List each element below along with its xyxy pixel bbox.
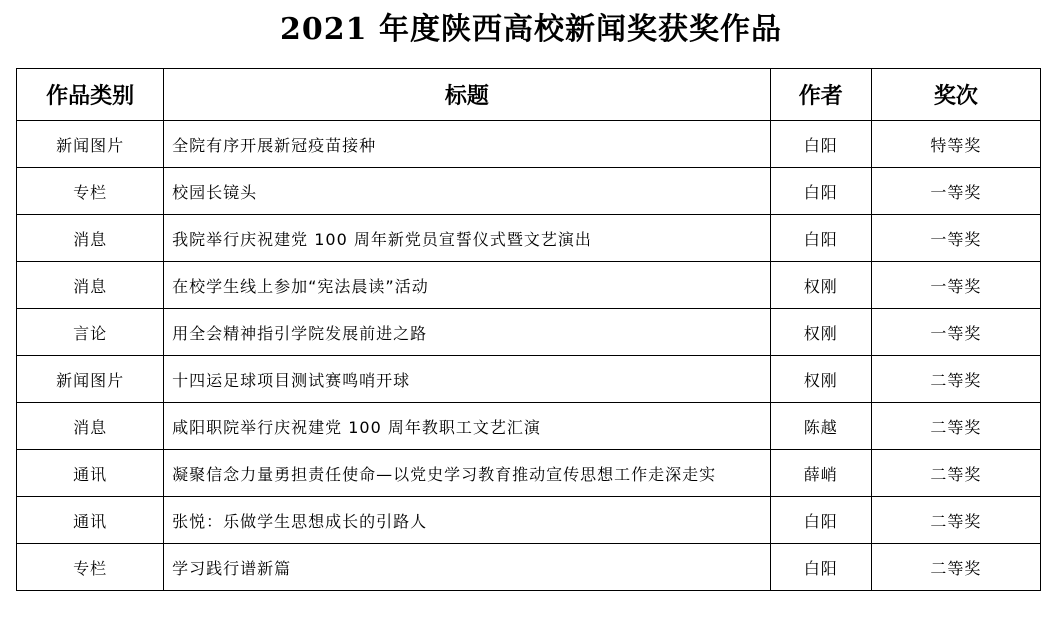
cell-author: 权刚	[770, 309, 871, 356]
cell-title: 十四运足球项目测试赛鸣哨开球	[164, 356, 771, 403]
cell-award: 一等奖	[871, 168, 1040, 215]
cell-author: 权刚	[770, 262, 871, 309]
cell-category: 消息	[17, 262, 164, 309]
cell-award: 一等奖	[871, 309, 1040, 356]
cell-award: 一等奖	[871, 262, 1040, 309]
cell-title: 校园长镜头	[164, 168, 771, 215]
cell-category: 专栏	[17, 168, 164, 215]
table-row	[17, 356, 1041, 403]
cell-title: 凝聚信念力量勇担责任使命—以党史学习教育推动宣传思想工作走深走实	[164, 450, 771, 497]
table-row	[17, 497, 1041, 544]
table-row	[17, 544, 1041, 591]
table-row	[17, 215, 1041, 262]
cell-author: 薛峭	[770, 450, 871, 497]
cell-author: 白阳	[770, 544, 871, 591]
header-award: 奖次	[871, 69, 1040, 121]
cell-category: 新闻图片	[17, 121, 164, 168]
document-title: 2021 年度陕西高校新闻奖获奖作品	[280, 12, 782, 47]
cell-category: 消息	[17, 215, 164, 262]
cell-category: 通讯	[17, 450, 164, 497]
cell-award: 特等奖	[871, 121, 1040, 168]
table-body	[17, 121, 1041, 591]
header-row	[17, 69, 1041, 121]
cell-award: 二等奖	[871, 450, 1040, 497]
cell-title: 学习践行谱新篇	[164, 544, 771, 591]
table-row	[17, 450, 1041, 497]
cell-category: 言论	[17, 309, 164, 356]
cell-award: 二等奖	[871, 544, 1040, 591]
cell-title: 咸阳职院举行庆祝建党 100 周年教职工文艺汇演	[164, 403, 771, 450]
cell-award: 二等奖	[871, 497, 1040, 544]
table-row	[17, 403, 1041, 450]
cell-award: 二等奖	[871, 356, 1040, 403]
cell-title: 全院有序开展新冠疫苗接种	[164, 121, 771, 168]
header-author: 作者	[770, 69, 871, 121]
cell-author: 白阳	[770, 215, 871, 262]
header-title: 标题	[164, 69, 771, 121]
cell-author: 白阳	[770, 121, 871, 168]
awards-table	[16, 68, 1041, 591]
cell-category: 通讯	[17, 497, 164, 544]
cell-author: 权刚	[770, 356, 871, 403]
cell-category: 新闻图片	[17, 356, 164, 403]
cell-author: 白阳	[770, 497, 871, 544]
cell-award: 一等奖	[871, 215, 1040, 262]
cell-author: 陈越	[770, 403, 871, 450]
cell-category: 消息	[17, 403, 164, 450]
cell-author: 白阳	[770, 168, 871, 215]
cell-award: 二等奖	[871, 403, 1040, 450]
table-row	[17, 168, 1041, 215]
cell-category: 专栏	[17, 544, 164, 591]
table-row	[17, 262, 1041, 309]
table-header	[17, 69, 1041, 121]
table-row	[17, 121, 1041, 168]
cell-title: 在校学生线上参加“宪法晨读”活动	[164, 262, 771, 309]
header-category: 作品类别	[17, 69, 164, 121]
cell-title: 我院举行庆祝建党 100 周年新党员宣誓仪式暨文艺演出	[164, 215, 771, 262]
table-row	[17, 309, 1041, 356]
cell-title: 张悦：乐做学生思想成长的引路人	[164, 497, 771, 544]
cell-title: 用全会精神指引学院发展前进之路	[164, 309, 771, 356]
